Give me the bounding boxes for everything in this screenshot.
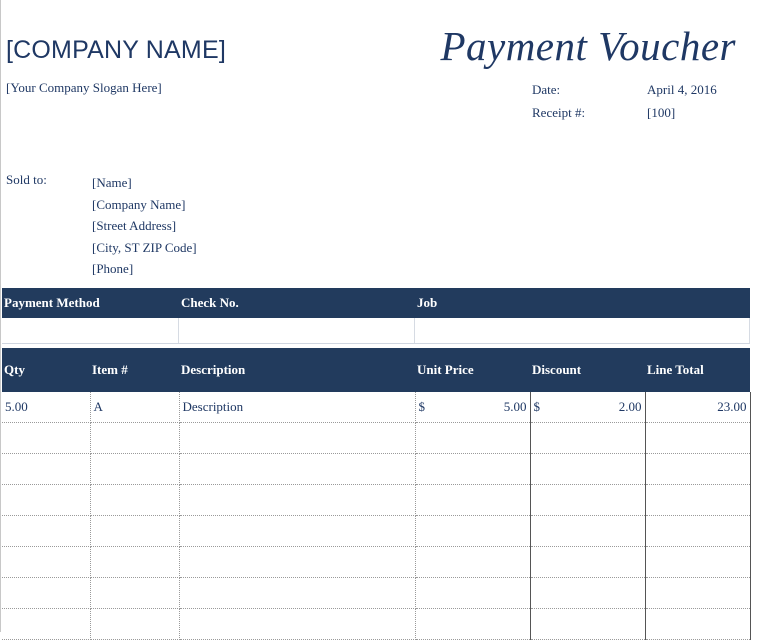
header-description: Description (181, 362, 246, 377)
description-cell[interactable] (179, 516, 415, 547)
header-line-total: Line Total (647, 362, 704, 377)
unit-price-cell[interactable] (415, 485, 530, 516)
qty-cell[interactable]: 5.00 (2, 392, 90, 423)
line-total-cell[interactable] (645, 485, 750, 516)
table-row (2, 423, 750, 454)
qty-cell[interactable] (2, 547, 90, 578)
payment-col-divider (749, 318, 750, 343)
description-cell[interactable] (179, 454, 415, 485)
unit-price-value: 5.00 (503, 399, 527, 414)
sold-to-street[interactable]: [Street Address] (92, 218, 177, 233)
line-total-cell[interactable] (645, 547, 750, 578)
item-cell[interactable] (90, 578, 179, 609)
date-label: Date: (532, 82, 561, 97)
sold-to-name[interactable]: [Name] (92, 175, 132, 190)
description-cell[interactable] (179, 609, 415, 640)
unit-price-currency: $ (418, 399, 425, 414)
line-total-cell[interactable] (645, 609, 750, 640)
discount-cell[interactable] (530, 392, 645, 423)
line-total-cell[interactable] (645, 516, 750, 547)
payment-table-header (2, 288, 750, 318)
unit-price-cell[interactable] (415, 547, 530, 578)
unit-price-cell[interactable] (415, 454, 530, 485)
table-row (2, 454, 750, 485)
description-cell[interactable] (179, 547, 415, 578)
header-check-no: Check No. (181, 295, 239, 310)
description-cell[interactable] (179, 578, 415, 609)
payment-table-row[interactable] (2, 318, 750, 344)
item-cell[interactable] (90, 609, 179, 640)
header-qty: Qty (4, 362, 25, 377)
payment-col-divider (178, 318, 179, 343)
table-row (2, 578, 750, 609)
left-border (0, 0, 1, 632)
table-row (2, 392, 750, 423)
qty-cell[interactable] (2, 423, 90, 454)
item-cell[interactable] (90, 485, 179, 516)
discount-cell[interactable] (530, 423, 645, 454)
discount-cell[interactable] (530, 485, 645, 516)
discount-value: 2.00 (618, 399, 642, 414)
discount-cell[interactable] (530, 454, 645, 485)
items-table-header (2, 348, 750, 392)
header-payment-method: Payment Method (4, 295, 100, 310)
payment-col-divider (414, 318, 415, 343)
unit-price-cell[interactable] (415, 609, 530, 640)
line-total-cell[interactable] (645, 578, 750, 609)
items-table (2, 392, 751, 640)
receipt-label: Receipt #: (532, 105, 586, 120)
table-row (2, 516, 750, 547)
item-cell[interactable] (90, 423, 179, 454)
discount-cell[interactable] (530, 516, 645, 547)
description-cell[interactable] (179, 485, 415, 516)
qty-cell[interactable] (2, 454, 90, 485)
line-total-cell[interactable] (645, 423, 750, 454)
sold-to-phone[interactable]: [Phone] (92, 261, 134, 276)
unit-price-cell[interactable] (415, 516, 530, 547)
header-job: Job (417, 295, 438, 310)
qty-cell[interactable] (2, 485, 90, 516)
discount-cell[interactable] (530, 578, 645, 609)
header-unit-price: Unit Price (417, 362, 474, 377)
item-cell[interactable] (90, 547, 179, 578)
table-row (2, 609, 750, 640)
company-name: [COMPANY NAME] (6, 36, 226, 64)
unit-price-cell[interactable] (415, 578, 530, 609)
item-cell[interactable] (90, 516, 179, 547)
discount-currency: $ (533, 399, 540, 414)
unit-price-cell[interactable] (415, 423, 530, 454)
header-item-no: Item # (92, 362, 128, 377)
unit-price-cell[interactable] (415, 392, 530, 423)
header-discount: Discount (532, 362, 582, 377)
qty-cell[interactable] (2, 516, 90, 547)
date-value[interactable]: April 4, 2016 (647, 82, 717, 97)
sold-to-label: Sold to: (6, 172, 47, 187)
sold-to-address (92, 172, 197, 280)
discount-cell[interactable] (530, 547, 645, 578)
document-title: Payment Voucher (440, 23, 736, 69)
table-row (2, 485, 750, 516)
line-total-cell[interactable]: 23.00 (645, 392, 750, 423)
qty-cell[interactable] (2, 609, 90, 640)
receipt-value[interactable]: [100] (647, 105, 676, 120)
description-cell[interactable]: Description (179, 392, 415, 423)
item-cell[interactable]: A (90, 392, 179, 423)
company-slogan: [Your Company Slogan Here] (6, 80, 162, 95)
table-row (2, 547, 750, 578)
description-cell[interactable] (179, 423, 415, 454)
item-cell[interactable] (90, 454, 179, 485)
discount-cell[interactable] (530, 609, 645, 640)
qty-cell[interactable] (2, 578, 90, 609)
sold-to-company[interactable]: [Company Name] (92, 196, 186, 212)
line-total-cell[interactable] (645, 454, 750, 485)
sold-to-city[interactable]: [City, ST ZIP Code] (92, 239, 197, 255)
